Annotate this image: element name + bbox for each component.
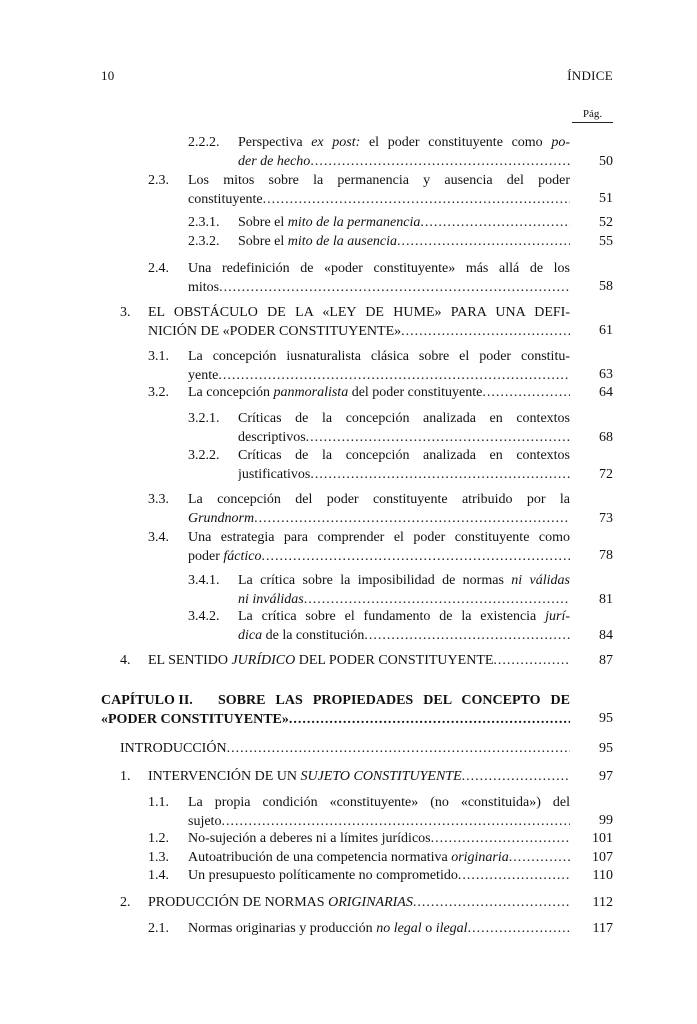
- page-number: 10: [101, 68, 115, 83]
- toc-entry-title-line: INTRODUCCIÓN .....: [120, 739, 570, 758]
- toc-entry-title-line: EL OBSTÁCULO DE LA «LEY DE HUME» PARA UNA DEFI-: [148, 305, 570, 320]
- toc-entry-number: 1.3.: [148, 850, 169, 865]
- toc-entry-title-line: descriptivos .....: [238, 428, 570, 447]
- dot-leader: [401, 322, 570, 341]
- toc-entry-number: 2.3.2.: [188, 234, 220, 249]
- toc-entry-number: CAPÍTULO II.: [101, 693, 193, 708]
- toc-entry-title-line: «PODER CONSTITUYENTE» .....: [101, 710, 570, 729]
- toc-page-number: 68: [599, 430, 613, 445]
- dot-leader: [262, 547, 571, 566]
- toc-page-number: 101: [592, 831, 613, 846]
- dot-leader: [482, 383, 570, 402]
- toc-entry-title-line: La crítica sobre la imposibilidad de normas ni válidas: [238, 573, 570, 588]
- dot-leader: [420, 213, 570, 232]
- toc-entry-number: 3.1.: [148, 349, 169, 364]
- toc-entry-title-line: Críticas de la concepción analizada en contextos: [238, 411, 570, 426]
- toc-page-number: 112: [592, 895, 613, 910]
- toc-entry-title-line: No-sujeción a deberes ni a límites jurídicos .....: [188, 829, 570, 848]
- toc-entry-title-line: Normas originarias y producción no legal o ilegal .....: [188, 919, 570, 938]
- toc-entry-title-line: yente .....: [188, 366, 570, 385]
- toc-page-number: 95: [599, 741, 613, 756]
- dot-leader: [462, 767, 570, 786]
- toc-entry-number: 2.1.: [148, 921, 169, 936]
- toc-page-number: 63: [599, 367, 613, 382]
- dot-leader: [310, 465, 570, 484]
- toc-entry-title-line: Perspectiva ex post: el poder constituyente como po-: [238, 135, 570, 150]
- toc-page-number: 73: [599, 511, 613, 526]
- toc-entry-number: 2.4.: [148, 261, 169, 276]
- toc-entry-number: 2.3.: [148, 173, 169, 188]
- dot-leader: [458, 866, 570, 885]
- toc-page-number: 51: [599, 191, 613, 206]
- toc-entry-title-line: Un presupuesto políticamente no comprometido .....: [188, 866, 570, 885]
- dot-leader: [263, 190, 570, 209]
- toc-entry-title-line: Autoatribución de una competencia normativa originaria .....: [188, 848, 570, 867]
- toc-entry-title-line: justificativos .....: [238, 465, 570, 484]
- dot-leader: [219, 278, 570, 297]
- toc-page-number: 72: [599, 467, 613, 482]
- toc-entry-title-line: SOBRE LAS PROPIEDADES DEL CONCEPTO DE: [218, 693, 570, 708]
- dot-leader: [468, 919, 570, 938]
- toc-entry-title-line: La crítica sobre el fundamento de la existencia jurí-: [238, 609, 570, 624]
- page-column-label: Pág.: [572, 108, 613, 123]
- toc-page-number: 61: [599, 323, 613, 338]
- toc-page-number: 110: [592, 868, 613, 883]
- toc-page-number: 117: [592, 921, 613, 936]
- toc-entry-number: 2.2.2.: [188, 135, 220, 150]
- toc-entry-title-line: poder fáctico .....: [188, 547, 570, 566]
- toc-entry-number: 3.4.: [148, 530, 169, 545]
- toc-page-number: 84: [599, 628, 613, 643]
- toc-entry-title-line: constituyente .....: [188, 190, 570, 209]
- dot-leader: [289, 710, 570, 729]
- toc-entry-number: 3.4.2.: [188, 609, 220, 624]
- toc-entry-number: 1.: [120, 769, 131, 784]
- toc-entry-number: 1.4.: [148, 868, 169, 883]
- toc-page-number: 81: [599, 592, 613, 607]
- toc-entry-number: 1.1.: [148, 795, 169, 810]
- toc-entry-title-line: La propia condición «constituyente» (no «constituida») del: [188, 795, 570, 810]
- dot-leader: [227, 739, 570, 758]
- toc-entry-title-line: Una redefinición de «poder constituyente» más allá de los: [188, 261, 570, 276]
- toc-entry-title-line: La concepción panmoralista del poder constituyente .....: [188, 383, 570, 402]
- toc-entry-number: 3.2.1.: [188, 411, 220, 426]
- toc-entry-number: 3.3.: [148, 492, 169, 507]
- dot-leader: [509, 848, 570, 867]
- toc-entry-title-line: Los mitos sobre la permanencia y ausencia del poder: [188, 173, 570, 188]
- toc-page-number: 97: [599, 769, 613, 784]
- toc-page-number: 87: [599, 653, 613, 668]
- dot-leader: [431, 829, 570, 848]
- toc-entry-number: 2.: [120, 895, 131, 910]
- dot-leader: [413, 893, 570, 912]
- dot-leader: [254, 509, 570, 528]
- toc-entry-title-line: Sobre el mito de la permanencia .....: [238, 213, 570, 232]
- toc-entry-number: 3.4.1.: [188, 573, 220, 588]
- toc-entry-title-line: INTERVENCIÓN DE UN SUJETO CONSTITUYENTE .....: [148, 767, 570, 786]
- toc-page-number: 99: [599, 813, 613, 828]
- toc-page-number: 50: [599, 154, 613, 169]
- toc-entry-title-line: der de hecho .....: [238, 152, 570, 171]
- dot-leader: [306, 428, 570, 447]
- dot-leader: [364, 626, 570, 645]
- toc-entry-title-line: Una estrategia para comprender el poder constituyente como: [188, 530, 570, 545]
- toc-entry-number: 2.3.1.: [188, 215, 220, 230]
- toc-entry-title-line: EL SENTIDO JURÍDICO DEL PODER CONSTITUYENTE .....: [148, 651, 570, 670]
- dot-leader: [397, 232, 570, 251]
- toc-entry-title-line: NICIÓN DE «PODER CONSTITUYENTE» .....: [148, 322, 570, 341]
- toc-entry-number: 3.2.2.: [188, 448, 220, 463]
- dot-leader: [493, 651, 570, 670]
- toc-page-number: 58: [599, 279, 613, 294]
- toc-entry-title-line: ni inválidas .....: [238, 590, 570, 609]
- toc-entry-title-line: dica de la constitución .....: [238, 626, 570, 645]
- toc-entry-number: 4.: [120, 653, 131, 668]
- toc-page-number: 64: [599, 385, 613, 400]
- toc-page-number: 107: [592, 850, 613, 865]
- toc-entry-title-line: Críticas de la concepción analizada en contextos: [238, 448, 570, 463]
- toc-entry-title-line: Sobre el mito de la ausencia .....: [238, 232, 570, 251]
- dot-leader: [310, 152, 570, 171]
- toc-entry-title-line: La concepción del poder constituyente atribuido por la: [188, 492, 570, 507]
- running-title: ÍNDICE: [567, 68, 613, 83]
- toc-entry-title-line: PRODUCCIÓN DE NORMAS ORIGINARIAS .....: [148, 893, 570, 912]
- toc-entry-title-line: sujeto .....: [188, 812, 570, 831]
- toc-entry-title-line: La concepción iusnaturalista clásica sobre el poder constitu-: [188, 349, 570, 364]
- toc-page-number: 55: [599, 234, 613, 249]
- toc-page-number: 52: [599, 215, 613, 230]
- toc-page-number: 78: [599, 548, 613, 563]
- toc-page-number: 95: [599, 711, 613, 726]
- toc-entry-number: 3.2.: [148, 385, 169, 400]
- toc-entry-number: 1.2.: [148, 831, 169, 846]
- toc-entry-title-line: Grundnorm .....: [188, 509, 570, 528]
- toc-entry-title-line: mitos .....: [188, 278, 570, 297]
- toc-entry-number: 3.: [120, 305, 131, 320]
